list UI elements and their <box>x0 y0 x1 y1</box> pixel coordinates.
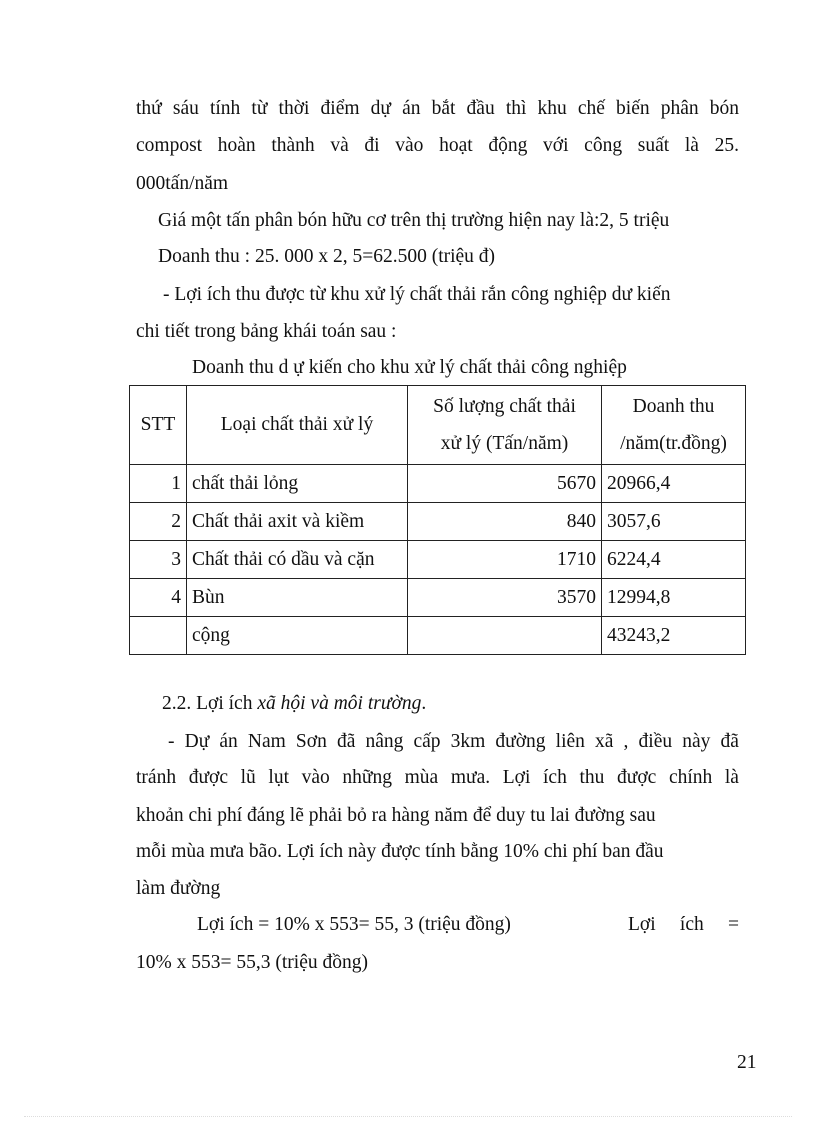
word: đường <box>495 731 546 752</box>
word: điểm <box>320 98 360 119</box>
header-revenue-line-2: /năm(tr.đồng) <box>620 432 727 454</box>
word: án <box>402 98 421 119</box>
word: từ <box>251 98 268 119</box>
word: liên <box>555 731 585 752</box>
table-total-row <box>130 617 746 655</box>
word: - <box>168 731 175 752</box>
word: mưa. <box>450 767 491 788</box>
word: tránh <box>136 767 177 788</box>
word: xã <box>595 731 614 752</box>
word: tính <box>209 98 241 119</box>
page-bottom-rule <box>24 1116 792 1117</box>
word: những <box>342 767 392 788</box>
paragraph-3-line-4: mỗi mùa mưa bão. Lợi ích này được tính bằng 10% chi phí ban đầu <box>136 841 664 862</box>
word: với <box>543 135 569 156</box>
header-revenue-line-1: Doanh thu <box>632 395 715 417</box>
word: chế <box>577 98 605 119</box>
cell-revenue: 20966,4 <box>602 465 746 503</box>
cell-stt: 1 <box>130 465 187 503</box>
formula-word: = <box>727 914 739 935</box>
formula-line-1: Lợi ích = 10% x 553= 55, 3 (triệu đồng) <box>197 914 511 935</box>
cell-total-label: cộng <box>187 617 408 655</box>
paragraph-3-line-2 <box>136 766 739 790</box>
word: điều <box>638 731 673 752</box>
paragraph-2-line-1: - Lợi ích thu được từ khu xử lý chất thải rắn công nghiệp dư kiến <box>163 284 671 305</box>
word: thứ <box>136 98 162 119</box>
word: Lợi <box>502 767 531 788</box>
word: 3km <box>450 731 486 752</box>
cell-stt: 2 <box>130 503 187 541</box>
word: đã <box>336 731 356 752</box>
word: hoàn <box>217 135 256 156</box>
word: chính <box>668 767 713 788</box>
word: biến <box>616 98 650 119</box>
cell-revenue: 6224,4 <box>602 541 746 579</box>
word: đã <box>720 731 739 752</box>
table-caption: Doanh thu d ự kiến cho khu xử lý chất thải công nghiệp <box>192 357 627 378</box>
cell-revenue: 12994,8 <box>602 579 746 617</box>
word: sáu <box>172 98 199 119</box>
paragraph-1-line-1 <box>136 97 739 121</box>
table-row <box>130 465 746 503</box>
formula-repeat <box>628 913 739 937</box>
paragraph-1-line-3: 000tấn/năm <box>136 173 229 194</box>
table-row <box>130 541 746 579</box>
word: Sơn <box>295 731 327 752</box>
word: phân <box>660 98 699 119</box>
cell-stt: 3 <box>130 541 187 579</box>
header-quantity-line-1: Số lượng chất thải <box>433 395 576 417</box>
cell-waste-type: Bùn <box>187 579 408 617</box>
word: và <box>330 135 349 156</box>
table-header-row <box>130 386 746 465</box>
word: dự <box>370 98 391 119</box>
word: lũ <box>240 767 256 788</box>
cell-total-revenue: 43243,2 <box>602 617 746 655</box>
paragraph-3-line-5: làm đường <box>136 878 221 899</box>
section-heading-prefix: 2.2. Lợi ích <box>162 693 258 714</box>
paragraph-2-line-2: chi tiết trong bảng khái toán sau : <box>136 321 397 342</box>
header-quantity-line-2: xử lý (Tấn/năm) <box>440 432 569 454</box>
price-line: Giá một tấn phân bón hữu cơ trên thị trường hiện nay là:2, 5 triệu <box>158 210 670 231</box>
paragraph-1-line-2 <box>136 134 739 158</box>
section-heading-italic: xã hội và môi trường <box>257 693 422 714</box>
word: khu <box>537 98 567 119</box>
cell-waste-type: chất thải lỏng <box>187 465 408 503</box>
word: suất <box>637 135 670 156</box>
header-revenue <box>602 386 746 465</box>
cell-empty <box>130 617 187 655</box>
cell-quantity: 1710 <box>408 541 602 579</box>
paragraph-3-line-3: khoản chi phí đáng lẽ phải bỏ ra hàng năm để duy tu lai đường sau <box>136 805 656 826</box>
word: Nam <box>247 731 286 752</box>
cell-empty <box>408 617 602 655</box>
word: hoạt <box>439 135 473 156</box>
cell-waste-type: Chất thải có dầu và cặn <box>187 541 408 579</box>
word: bắt <box>431 98 456 119</box>
word: nâng <box>365 731 404 752</box>
page-number: 21 <box>737 1052 757 1073</box>
word: ích <box>543 767 567 788</box>
word: đầu <box>466 98 495 119</box>
section-heading <box>162 692 426 716</box>
table-row <box>130 503 746 541</box>
cell-quantity: 5670 <box>408 465 602 503</box>
word: Dự <box>184 731 210 752</box>
formula-continuation: 10% x 553= 55,3 (triệu đồng) <box>136 952 368 973</box>
revenue-line: Doanh thu : 25. 000 x 2, 5=62.500 (triệu đ) <box>158 246 496 267</box>
word: động <box>488 135 528 156</box>
word: là <box>684 135 699 156</box>
word: mùa <box>404 767 439 788</box>
header-stt: STT <box>130 386 187 465</box>
header-waste-type: Loại chất thải xử lý <box>187 386 408 465</box>
revenue-table <box>129 385 746 655</box>
word: thời <box>278 98 310 119</box>
formula-word: ích <box>679 914 704 935</box>
header-quantity <box>408 386 602 465</box>
word: án <box>219 731 238 752</box>
word: , <box>623 731 629 752</box>
table-row <box>130 579 746 617</box>
word: vào <box>395 135 424 156</box>
word: được <box>617 767 657 788</box>
word: 25. <box>714 135 739 156</box>
word: compost <box>136 135 203 156</box>
cell-revenue: 3057,6 <box>602 503 746 541</box>
word: thu <box>579 767 605 788</box>
cell-stt: 4 <box>130 579 187 617</box>
formula-word: Lợi <box>628 914 656 935</box>
cell-quantity: 840 <box>408 503 602 541</box>
word: đi <box>364 135 380 156</box>
paragraph-3-line-1 <box>168 730 739 754</box>
word: lụt <box>268 767 290 788</box>
word: là <box>724 767 739 788</box>
word: được <box>188 767 228 788</box>
word: này <box>682 731 711 752</box>
cell-waste-type: Chất thải axit và kiềm <box>187 503 408 541</box>
section-heading-suffix: . <box>421 693 427 714</box>
word: công <box>584 135 623 156</box>
word: thì <box>505 98 527 119</box>
word: cấp <box>413 731 441 752</box>
word: thành <box>271 135 315 156</box>
cell-quantity: 3570 <box>408 579 602 617</box>
word: bón <box>709 98 739 119</box>
word: vào <box>301 767 330 788</box>
